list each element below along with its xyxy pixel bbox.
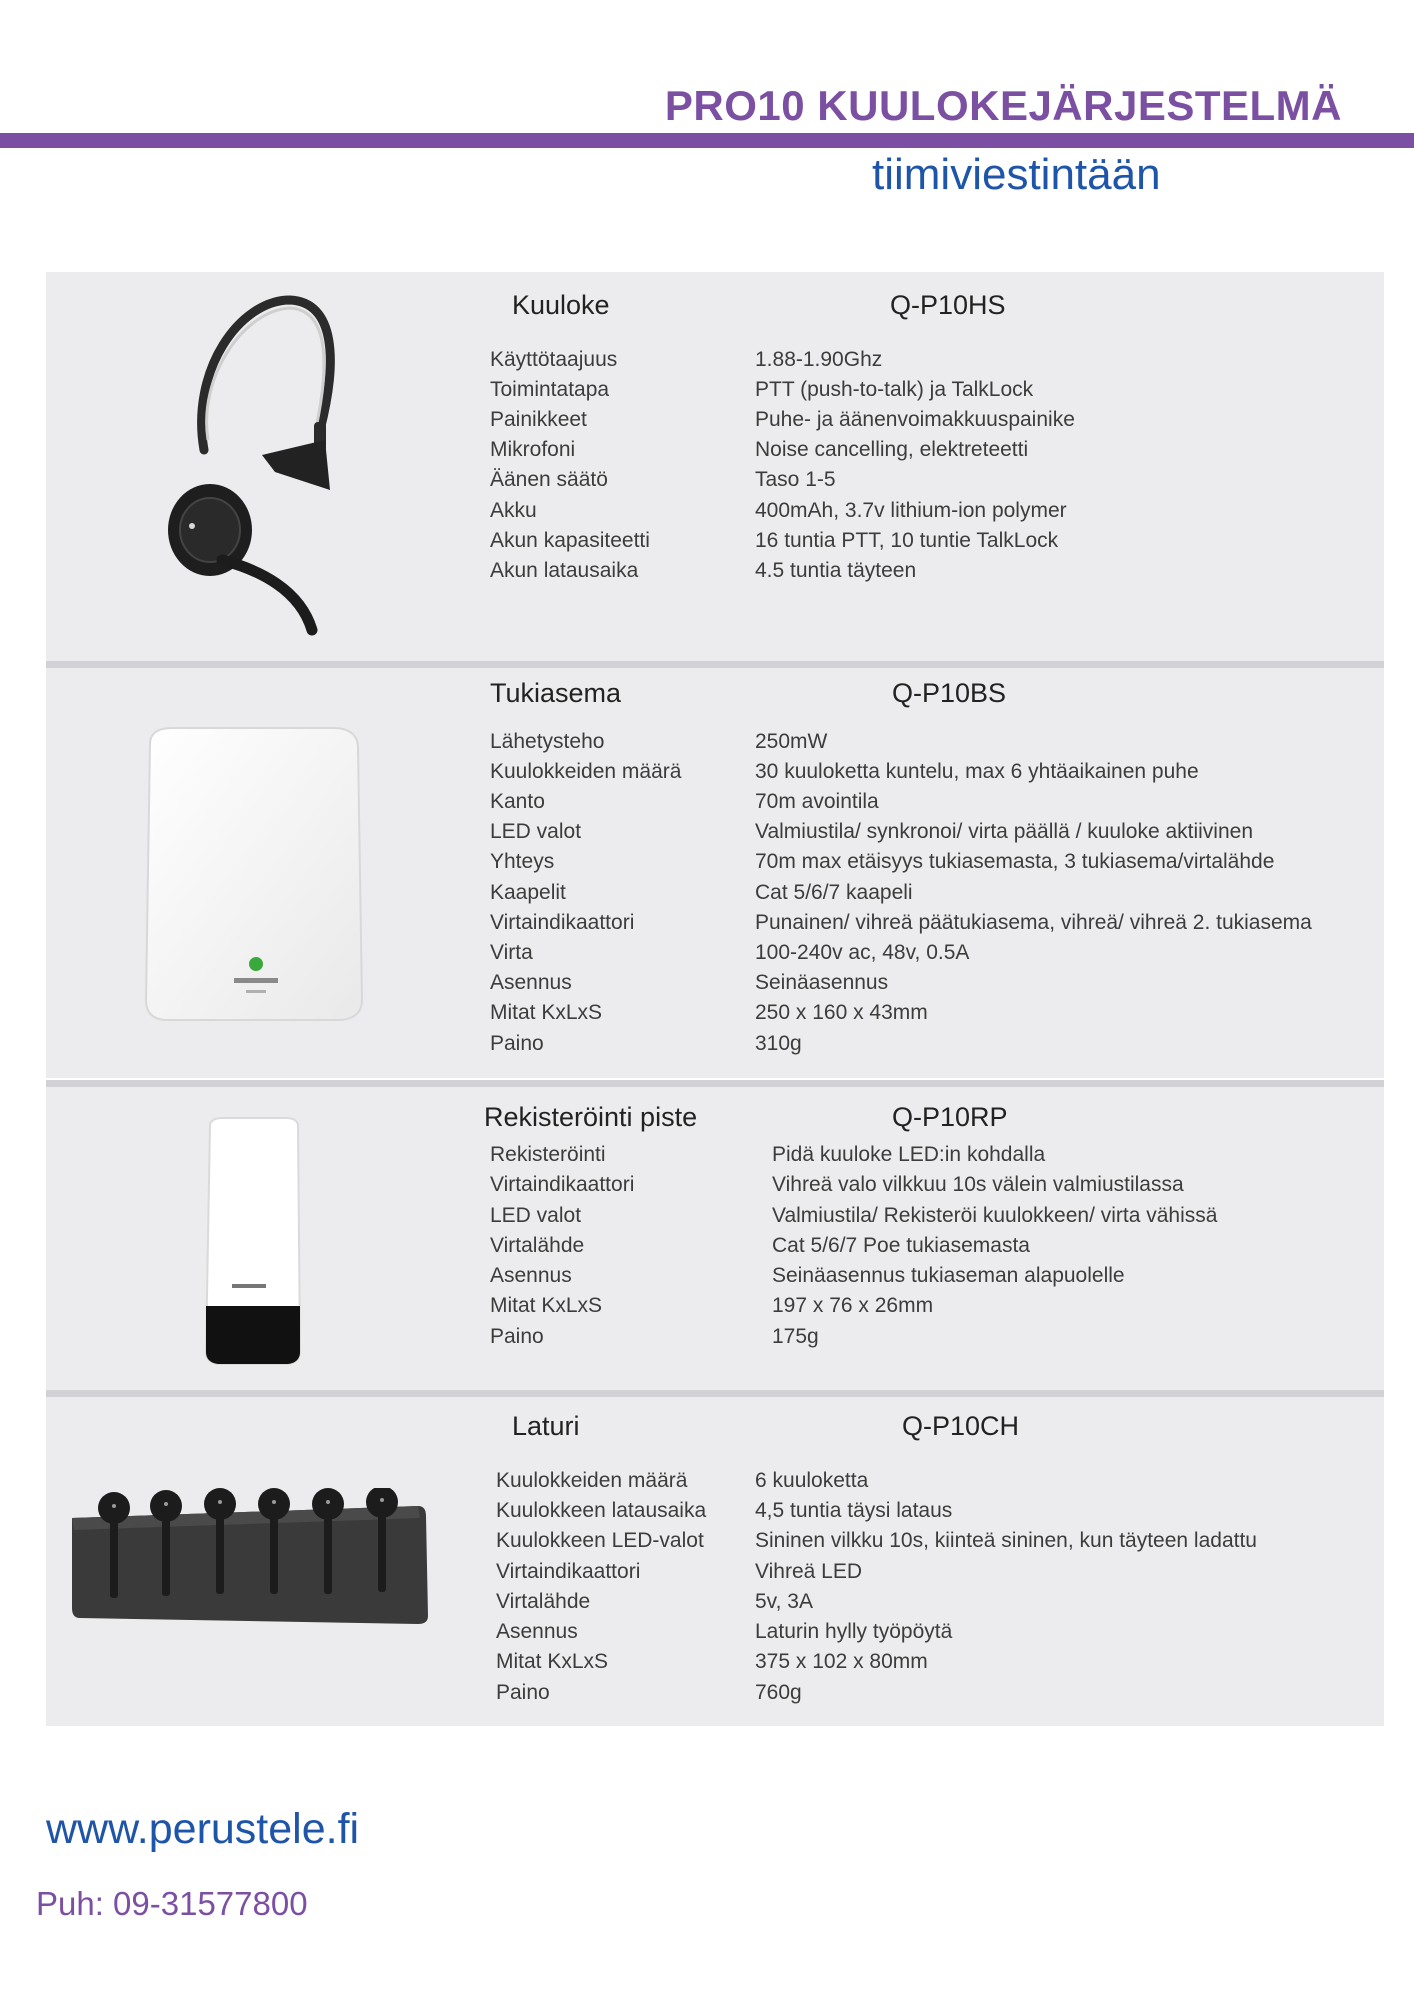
spec-label: Paino xyxy=(490,1325,544,1348)
spec-value: 375 x 102 x 80mm xyxy=(755,1650,928,1673)
section-model: Q-P10BS xyxy=(892,678,1007,708)
charger-icon xyxy=(70,1488,430,1633)
spec-label: Käyttötaajuus xyxy=(490,348,618,371)
spec-label: LED valot xyxy=(490,1204,582,1227)
spec-label: Akku xyxy=(490,499,537,522)
spec-value: 4.5 tuntia täyteen xyxy=(755,559,917,582)
spec-label: Mitat KxLxS xyxy=(496,1650,609,1673)
spec-value: Punainen/ vihreä päätukiasema, vihreä/ vihreä 2. tukiasema xyxy=(755,911,1312,934)
spec-value: Seinäasennus xyxy=(755,971,889,994)
section-divider xyxy=(46,661,1384,668)
spec-value: 760g xyxy=(755,1681,802,1704)
spec-value: 70m avointila xyxy=(755,790,879,813)
section-name: Laturi xyxy=(512,1411,580,1441)
spec-value: Laturin hylly työpöytä xyxy=(755,1620,953,1643)
spec-value: PTT (push-to-talk) ja TalkLock xyxy=(755,378,1034,401)
spec-value: 250mW xyxy=(755,730,828,753)
spec-label: Toimintatapa xyxy=(490,378,610,401)
spec-value: Pidä kuuloke LED:in kohdalla xyxy=(772,1143,1046,1166)
spec-label: Kaapelit xyxy=(490,881,566,904)
spec-label: Asennus xyxy=(490,1264,572,1287)
spec-label: Akun kapasiteetti xyxy=(490,529,650,552)
spec-value: 5v, 3A xyxy=(755,1590,813,1613)
section-name: Rekisteröinti piste xyxy=(484,1102,698,1132)
spec-label: Asennus xyxy=(490,971,572,994)
spec-value: 175g xyxy=(772,1325,819,1348)
spec-value: 70m max etäisyys tukiasemasta, 3 tukiasema/virtalähde xyxy=(755,850,1275,873)
base-station-icon xyxy=(138,724,368,1029)
spec-value: Cat 5/6/7 kaapeli xyxy=(755,881,913,904)
spec-label: Mikrofoni xyxy=(490,438,576,461)
spec-label: Virta xyxy=(490,941,533,964)
spec-label: Rekisteröinti xyxy=(490,1143,606,1166)
spec-label: Kuulokkeiden määrä xyxy=(496,1469,688,1492)
registration-point-icon xyxy=(200,1116,310,1371)
spec-value: Noise cancelling, elektreteetti xyxy=(755,438,1029,461)
page-title: PRO10 KUULOKEJÄRJESTELMÄ xyxy=(664,82,1342,129)
spec-label: Asennus xyxy=(496,1620,578,1643)
spec-value: 1.88-1.90Ghz xyxy=(755,348,883,371)
section-name: Kuuloke xyxy=(512,290,610,320)
spec-value: Valmiustila/ synkronoi/ virta päällä / kuuloke aktiivinen xyxy=(755,820,1254,843)
spec-label: Kuulokkeiden määrä xyxy=(490,760,682,783)
spec-label: Kuulokkeen LED-valot xyxy=(496,1529,704,1552)
spec-value: Seinäasennus tukiaseman alapuolelle xyxy=(772,1264,1125,1287)
spec-label: Virtalähde xyxy=(490,1234,585,1257)
title-divider xyxy=(0,133,1414,148)
spec-label: Virtalähde xyxy=(496,1590,591,1613)
spec-value: 4,5 tuntia täysi lataus xyxy=(755,1499,953,1522)
spec-value: 250 x 160 x 43mm xyxy=(755,1001,928,1024)
phone-number: Puh: 09-31577800 xyxy=(36,1885,308,1922)
spec-value: Valmiustila/ Rekisteröi kuulokkeen/ virta vähissä xyxy=(772,1204,1218,1227)
spec-value: Puhe- ja äänenvoimakkuuspainike xyxy=(755,408,1075,431)
spec-label: Kanto xyxy=(490,790,545,813)
section-name: Tukiasema xyxy=(490,678,622,708)
spec-value: 6 kuuloketta xyxy=(755,1469,869,1492)
spec-value: Sininen vilkku 10s, kiinteä sininen, kun täyteen ladattu xyxy=(755,1529,1257,1552)
section-divider xyxy=(46,1080,1384,1087)
spec-value: 197 x 76 x 26mm xyxy=(772,1294,934,1317)
spec-label: Akun latausaika xyxy=(490,559,639,582)
spec-label: Äänen säätö xyxy=(490,468,608,491)
section-model: Q-P10CH xyxy=(902,1411,1020,1441)
spec-value: Taso 1-5 xyxy=(755,468,836,491)
website-link[interactable]: www.perustele.fi xyxy=(46,1805,360,1853)
spec-label: Paino xyxy=(490,1032,544,1055)
spec-label: Painikkeet xyxy=(490,408,587,431)
spec-label: LED valot xyxy=(490,820,582,843)
spec-label: Mitat KxLxS xyxy=(490,1294,603,1317)
headset-icon xyxy=(150,290,350,645)
spec-value: 30 kuuloketta kuntelu, max 6 yhtäaikainen puhe xyxy=(755,760,1199,783)
spec-label: Virtaindikaattori xyxy=(490,1173,635,1196)
spec-label: Yhteys xyxy=(490,850,555,873)
spec-label: Virtaindikaattori xyxy=(490,911,635,934)
spec-value: 310g xyxy=(755,1032,802,1055)
spec-value: Vihreä valo vilkkuu 10s välein valmiustilassa xyxy=(772,1173,1184,1196)
spec-label: Mitat KxLxS xyxy=(490,1001,603,1024)
section-model: Q-P10RP xyxy=(892,1102,1008,1132)
spec-label: Lähetysteho xyxy=(490,730,605,753)
spec-value: Vihreä LED xyxy=(755,1560,863,1583)
spec-label: Virtaindikaattori xyxy=(496,1560,641,1583)
section-model: Q-P10HS xyxy=(890,290,1006,320)
spec-value: Cat 5/6/7 Poe tukiasemasta xyxy=(772,1234,1030,1257)
spec-value: 400mAh, 3.7v lithium-ion polymer xyxy=(755,499,1067,522)
section-divider xyxy=(46,1390,1384,1397)
spec-value: 100-240v ac, 48v, 0.5A xyxy=(755,941,970,964)
page-subtitle: tiimiviestintään xyxy=(872,150,1161,199)
spec-value: 16 tuntia PTT, 10 tuntie TalkLock xyxy=(755,529,1059,552)
spec-label: Kuulokkeen latausaika xyxy=(496,1499,707,1522)
spec-label: Paino xyxy=(496,1681,550,1704)
